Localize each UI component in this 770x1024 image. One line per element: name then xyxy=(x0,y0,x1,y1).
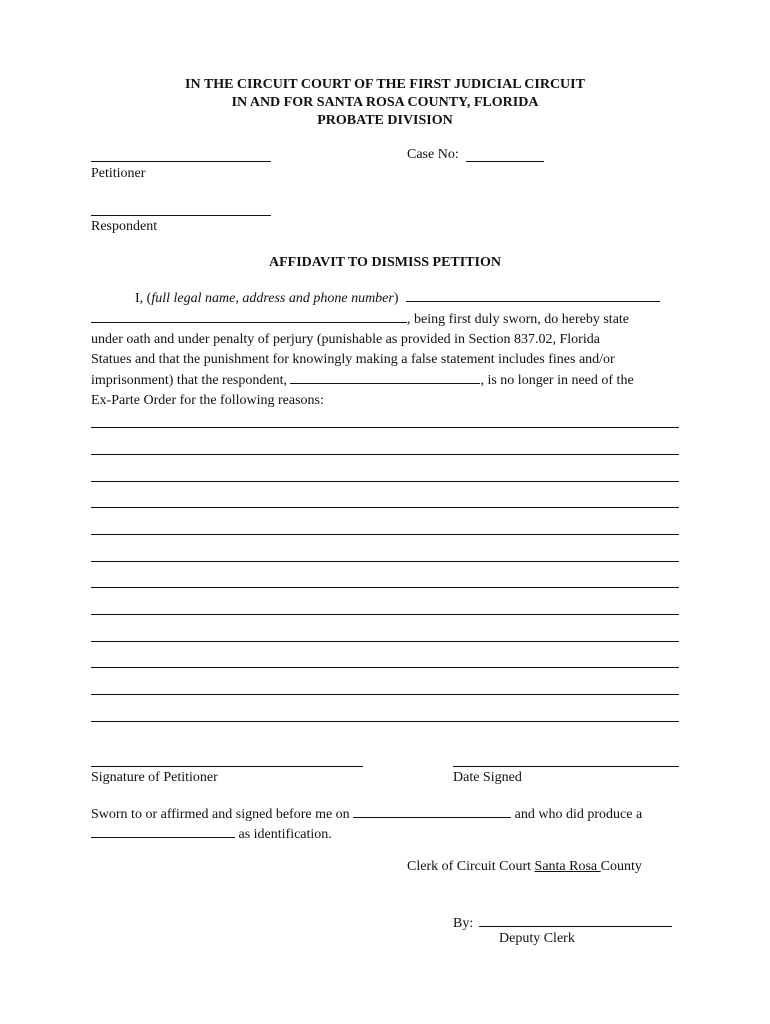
petitioner-label: Petitioner xyxy=(91,166,146,181)
date-signed-label: Date Signed xyxy=(453,770,522,785)
case-number-label: Case No: xyxy=(407,147,459,162)
affiant-info-field-1[interactable] xyxy=(406,288,660,302)
reason-line-8[interactable] xyxy=(91,614,679,615)
body-line-5: imprisonment) that the respondent, , is no longer in need of the xyxy=(91,370,634,391)
sworn-line-1: Sworn to or affirmed and signed before me on and who did produce a xyxy=(91,804,642,825)
deputy-clerk-signature-field[interactable] xyxy=(479,913,672,927)
reason-line-7[interactable] xyxy=(91,587,679,588)
reason-line-11[interactable] xyxy=(91,694,679,695)
court-header-line-2: IN AND FOR SANTA ROSA COUNTY, FLORIDA xyxy=(231,95,539,110)
reason-line-5[interactable] xyxy=(91,534,679,535)
petitioner-signature-field[interactable] xyxy=(91,766,363,767)
court-header-line-3: PROBATE DIVISION xyxy=(317,113,453,128)
sworn-line-2: as identification. xyxy=(91,824,332,845)
respondent-label: Respondent xyxy=(91,219,158,234)
reason-line-4[interactable] xyxy=(91,507,679,508)
body-line-2: , being first duly sworn, do hereby state xyxy=(91,309,629,330)
body-line-6: Ex-Parte Order for the following reasons: xyxy=(91,393,324,408)
reason-line-6[interactable] xyxy=(91,561,679,562)
full-name-instruction: full legal name, address and phone number xyxy=(151,291,394,306)
reason-line-9[interactable] xyxy=(91,641,679,642)
body-line-1: I, (full legal name, address and phone number) xyxy=(135,288,660,309)
body-line-4: Statues and that the punishment for knowingly making a false statement includes fines and/or xyxy=(91,352,615,367)
deputy-clerk-label: Deputy Clerk xyxy=(499,931,575,946)
case-number-field[interactable] xyxy=(466,161,544,162)
county-name: Santa Rosa xyxy=(534,859,601,874)
identification-field[interactable] xyxy=(91,824,235,838)
reason-line-2[interactable] xyxy=(91,454,679,455)
sworn-date-field[interactable] xyxy=(353,804,511,818)
respondent-name-field[interactable] xyxy=(91,215,271,216)
date-signed-field[interactable] xyxy=(453,766,679,767)
petitioner-name-field[interactable] xyxy=(91,161,271,162)
reason-line-12[interactable] xyxy=(91,721,679,722)
affiant-info-field-2[interactable] xyxy=(91,309,407,323)
petitioner-signature-label: Signature of Petitioner xyxy=(91,770,218,785)
reason-line-10[interactable] xyxy=(91,667,679,668)
reason-line-1[interactable] xyxy=(91,427,679,428)
body-line-3: under oath and under penalty of perjury (punishable as provided in Section 837.02, Florida xyxy=(91,332,600,347)
by-line: By: xyxy=(453,913,672,932)
court-header-line-1: IN THE CIRCUIT COURT OF THE FIRST JUDICIAL CIRCUIT xyxy=(185,77,585,92)
clerk-line: Clerk of Circuit Court Santa Rosa County xyxy=(407,859,642,874)
document-title: AFFIDAVIT TO DISMISS PETITION xyxy=(269,255,501,270)
reason-line-3[interactable] xyxy=(91,481,679,482)
respondent-name-inline-field[interactable] xyxy=(290,370,480,384)
